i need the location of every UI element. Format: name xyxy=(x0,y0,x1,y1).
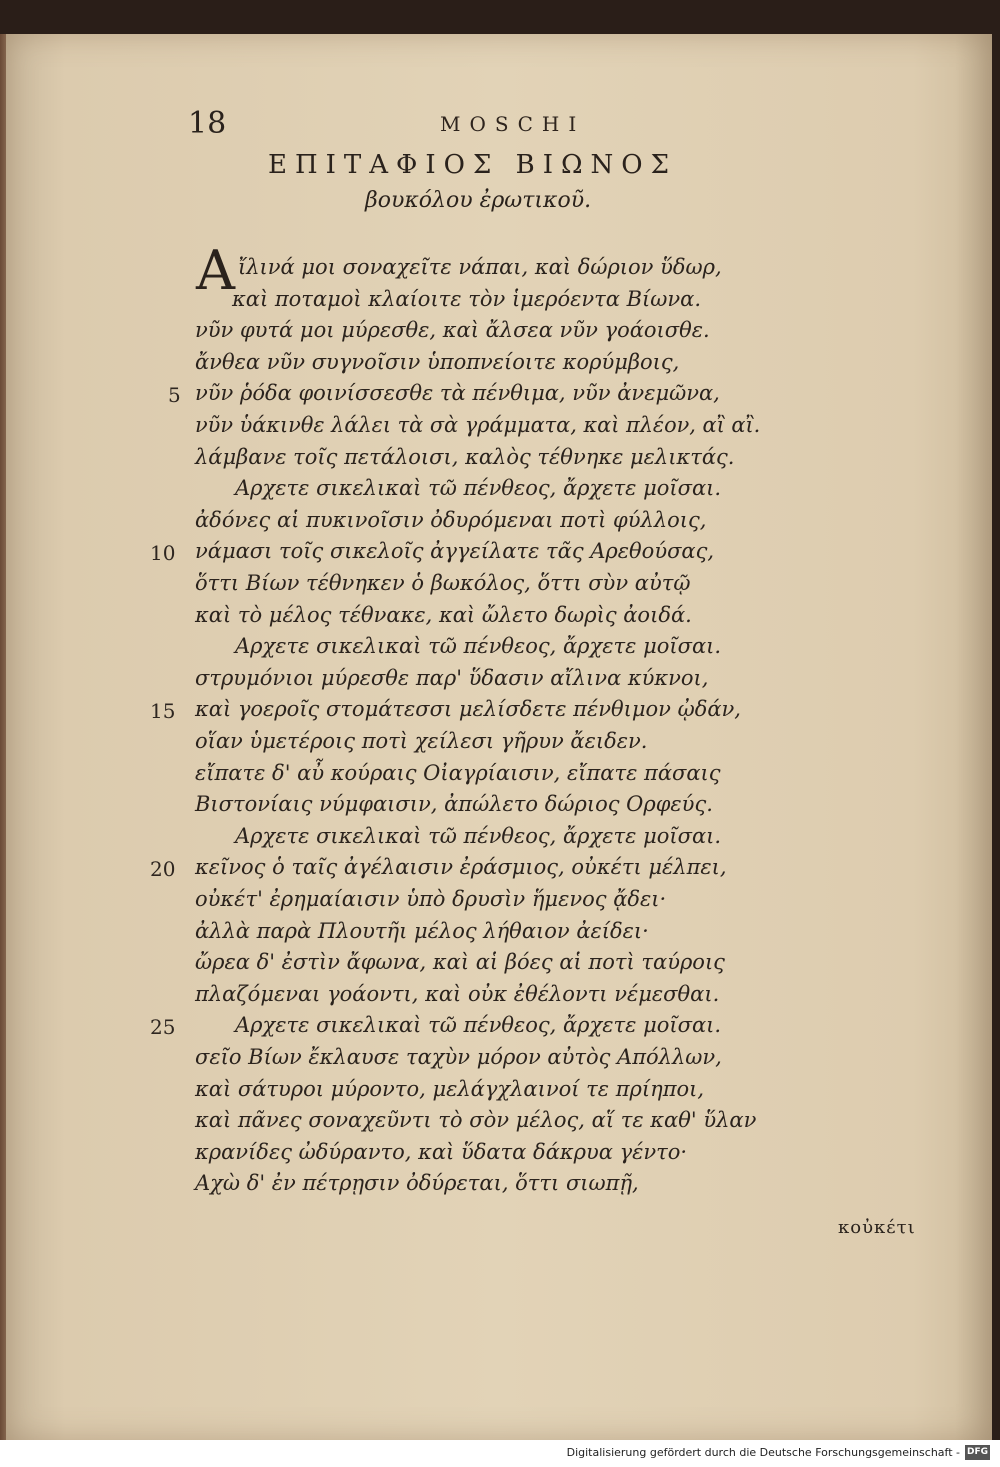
verse-line xyxy=(0,445,990,481)
verse-line xyxy=(0,982,990,1018)
verse-text: νῦν ῥόδα φοινίσσεσθε τὰ πένθιμα, νῦν ἀνεμῶνα, xyxy=(195,381,720,406)
line-number: 5 xyxy=(168,383,181,408)
verse-line xyxy=(0,539,990,575)
verse-text: ἀδόνες αἱ πυκινοῖσιν ὀδυρόμεναι ποτὶ φύλλοις, xyxy=(195,507,707,532)
line-number: 20 xyxy=(150,857,176,882)
verse-text: κρανίδες ὠδύραντο, καὶ ὕδατα δάκρυα γέντο· xyxy=(195,1139,688,1164)
verse-text: οἵαν ὑμετέροις ποτὶ χείλεσι γῆρυν ἄειδεν. xyxy=(195,729,648,753)
verse-line xyxy=(0,1045,990,1081)
verse-line xyxy=(0,413,990,449)
verse-line xyxy=(0,476,990,512)
verse-text: ἀλλὰ παρὰ Πλουτῆι μέλος λήθαιον ἀείδει· xyxy=(195,918,649,943)
verse-line xyxy=(0,287,990,323)
verse-line xyxy=(0,950,990,986)
verse-text: κεῖνος ὁ ταῖς ἀγέλαισιν ἐράσμιος, οὐκέτι μέλπει, xyxy=(195,855,727,880)
poem-title: ΕΠΙΤΑΦΙΟΣ ΒΙΩΝΟΣ xyxy=(268,150,677,180)
verse-text: καὶ σάτυροι μύροντο, μελάγχλαινοί τε πρίηποι, xyxy=(195,1076,705,1101)
line-number: 15 xyxy=(150,699,176,724)
verse-text: εἴπατε δ' αὖ κούραις Οἰαγρίαισιν, εἴπατε πάσαις xyxy=(195,760,721,785)
verse-text: νάμασι τοῖς σικελοῖς ἀγγείλατε τᾶς Αρεθούσας, xyxy=(195,539,715,564)
verse-text: καὶ πᾶνες σοναχεῦντι τὸ σὸν μέλος, αἵ τε καθ' ὕλαν xyxy=(195,1108,757,1133)
verse-text: ἴλινά μοι σοναχεῖτε νάπαι, καὶ δώριον ὕδωρ, xyxy=(238,255,722,279)
verse-text: ὤρεα δ' ἐστὶν ἄφωνα, καὶ αἱ βόες αἱ ποτὶ ταύροις xyxy=(195,950,725,975)
verse-text: πλαζόμεναι γοάοντι, καὶ οὐκ ἐθέλοντι νέμεσθαι. xyxy=(195,981,720,1006)
verse-text: Αρχετε σικελικαὶ τῶ πένθεος, ἄρχετε μοῖσαι. xyxy=(235,634,722,659)
verse-line xyxy=(0,603,990,639)
verse-line xyxy=(0,887,990,923)
page-number: 18 xyxy=(188,106,227,141)
verse-text: καὶ ποταμοὶ κλαίοιτε τὸν ἱμερόεντα Βίωνα. xyxy=(232,286,702,311)
verse-line xyxy=(0,255,990,291)
dfg-logo: DFG xyxy=(965,1445,990,1460)
catchword: κοὐκέτι xyxy=(838,1217,916,1238)
verse-text: ἄνθεα νῦν συγνοῖσιν ὑποπνείοιτε κορύμβοις, xyxy=(195,349,680,374)
verse-text: Αρχετε σικελικαὶ τῶ πένθεος, ἄρχετε μοῖσαι. xyxy=(235,1013,722,1038)
drop-cap-initial: Α xyxy=(196,239,235,302)
verse-text: Αρχετε σικελικαὶ τῶ πένθεος, ἄρχετε μοῖσαι. xyxy=(235,476,722,501)
verse-text: οὐκέτ' ἐρημαίαισιν ὑπὸ δρυσὶν ἥμενος ᾄδει· xyxy=(195,887,667,911)
verse-text: σεῖο Βίων ἔκλαυσε ταχὺν μόρον αὐτὸς Απόλλων, xyxy=(195,1045,722,1069)
line-number: 25 xyxy=(150,1015,176,1040)
verse-text: Αρχετε σικελικαὶ τῶ πένθεος, ἄρχετε μοῖσαι. xyxy=(235,823,722,848)
running-title: MOSCHI xyxy=(440,112,586,136)
footer-credit: Digitalisierung gefördert durch die Deutsche Forschungsgemeinschaft - xyxy=(566,1446,960,1459)
verse-line xyxy=(0,729,990,765)
verse-line xyxy=(0,1077,990,1113)
verse-text: καὶ γοεροῖς στομάτεσσι μελίσδετε πένθιμον ᾠδάν, xyxy=(195,697,741,722)
verse-text: Αχὼ δ' ἐν πέτρῃσιν ὀδύρεται, ὅττι σιωπῇ, xyxy=(195,1171,639,1196)
verse-text: καὶ τὸ μέλος τέθνακε, καὶ ὤλετο δωρὶς ἀοιδά. xyxy=(195,602,692,627)
verse-line xyxy=(0,855,990,891)
digitization-footer xyxy=(0,1440,1000,1467)
verse-text: ὅττι Βίων τέθνηκεν ὁ βωκόλος, ὅττι σὺν αὐτῷ xyxy=(195,571,691,595)
verse-text: νῦν φυτά μοι μύρεσθε, καὶ ἄλσεα νῦν γοάοισθε. xyxy=(195,318,710,343)
verse-line xyxy=(0,761,990,797)
verse-line xyxy=(0,318,990,354)
verse-text: Βιστονίαις νύμφαισιν, ἀπώλετο δώριος Ορφεύς. xyxy=(195,792,713,817)
verse-line xyxy=(0,697,990,733)
verse-text: νῦν ὑάκινθε λάλει τὰ σὰ γράμματα, καὶ πλέον, αἲ αἲ. xyxy=(195,413,761,437)
poem-subtitle: βουκόλου ἐρωτικοῦ. xyxy=(365,188,592,213)
verse-line xyxy=(0,1140,990,1176)
verse-line xyxy=(0,381,990,417)
verse-line xyxy=(0,1013,990,1049)
line-number: 10 xyxy=(150,541,176,566)
verse-line xyxy=(0,1171,990,1207)
verse-line xyxy=(0,666,990,702)
verse-line xyxy=(0,571,990,607)
verse-line xyxy=(0,792,990,828)
verse-line xyxy=(0,919,990,955)
verse-line xyxy=(0,350,990,386)
verse-line xyxy=(0,634,990,670)
verse-line xyxy=(0,508,990,544)
verse-line xyxy=(0,824,990,860)
verse-text: στρυμόνιοι μύρεσθε παρ' ὕδασιν αἴλινα κύκνοι, xyxy=(195,665,709,690)
verse-text: λάμβανε τοῖς πετάλοισι, καλὸς τέθνηκε μελικτάς. xyxy=(195,444,735,469)
verse-line xyxy=(0,1108,990,1144)
